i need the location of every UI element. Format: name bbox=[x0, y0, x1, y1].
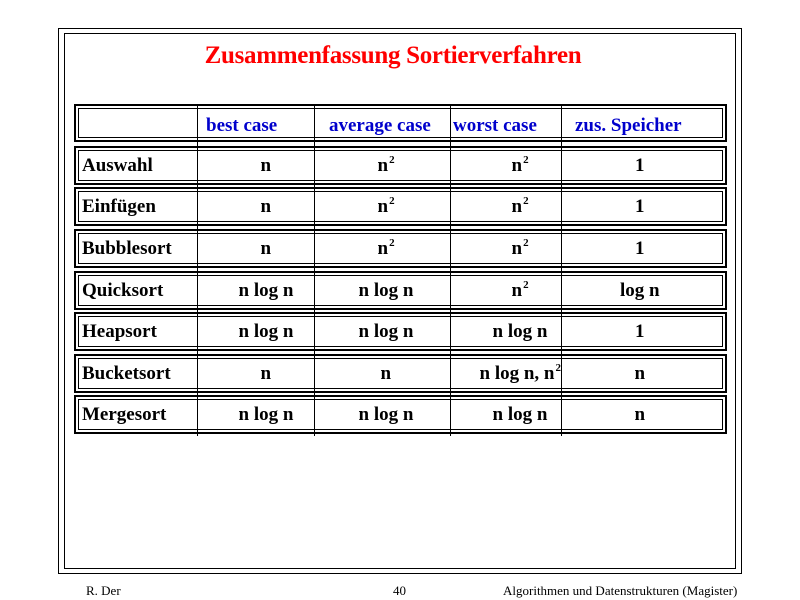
cell-exponent: 2 bbox=[523, 154, 529, 166]
algorithm-name: Bucketsort bbox=[82, 363, 171, 384]
header-worst: worst case bbox=[453, 115, 537, 136]
cell-value: n log n bbox=[238, 321, 294, 342]
cell-exponent: 2 bbox=[523, 195, 529, 207]
cell-value: n log n, n bbox=[479, 363, 555, 384]
cell-memory bbox=[635, 364, 646, 384]
cell-value: n bbox=[634, 404, 646, 425]
cell-memory bbox=[620, 281, 660, 301]
algorithm-name: Mergesort bbox=[82, 404, 167, 425]
cell-memory bbox=[635, 197, 645, 217]
cell-value: n bbox=[260, 196, 272, 217]
cell-value: 1 bbox=[635, 196, 645, 217]
cell-average bbox=[359, 405, 414, 425]
table-row bbox=[74, 187, 727, 226]
table-row bbox=[74, 146, 727, 185]
cell-value: n bbox=[377, 238, 389, 259]
cell-best bbox=[239, 281, 294, 301]
cell-value: n log n bbox=[492, 321, 548, 342]
cell-exponent: 2 bbox=[523, 279, 529, 291]
algorithm-name: Einfügen bbox=[82, 196, 156, 217]
cell-value: n log n bbox=[238, 404, 294, 425]
cell-worst bbox=[512, 197, 529, 219]
cell-value: n log n bbox=[492, 404, 548, 425]
algorithm-name: Heapsort bbox=[82, 321, 157, 342]
header-memory: zus. Speicher bbox=[575, 115, 682, 136]
cell-value: 1 bbox=[635, 155, 645, 176]
cell-average bbox=[378, 197, 395, 219]
cell-value: n bbox=[260, 155, 272, 176]
cell-exponent: 2 bbox=[389, 237, 395, 249]
cell-memory bbox=[635, 322, 645, 342]
cell-value: n bbox=[511, 280, 523, 301]
cell-value: n log n bbox=[358, 404, 414, 425]
cell-value: n bbox=[260, 238, 272, 259]
cell-memory bbox=[635, 156, 645, 176]
cell-average bbox=[359, 322, 414, 342]
cell-average bbox=[359, 281, 414, 301]
cell-value: n bbox=[511, 238, 523, 259]
slide-title: Zusammenfassung Sortierverfahren bbox=[204, 42, 582, 69]
algorithm-name: Quicksort bbox=[82, 280, 164, 301]
cell-average bbox=[378, 239, 395, 261]
cell-worst bbox=[493, 405, 548, 425]
cell-exponent: 2 bbox=[389, 154, 395, 166]
cell-best bbox=[239, 405, 294, 425]
cell-value: n bbox=[377, 196, 389, 217]
cell-best bbox=[239, 322, 294, 342]
cell-memory bbox=[635, 239, 645, 259]
cell-worst bbox=[512, 156, 529, 178]
footer-page-number: 40 bbox=[393, 583, 406, 598]
cell-exponent: 2 bbox=[389, 195, 395, 207]
cell-memory bbox=[635, 405, 646, 425]
cell-value: n bbox=[380, 363, 392, 384]
cell-value: 1 bbox=[635, 321, 645, 342]
cell-value: n bbox=[511, 196, 523, 217]
table-row bbox=[74, 354, 727, 393]
header-average: average case bbox=[329, 115, 431, 136]
cell-worst bbox=[493, 322, 548, 342]
cell-value: n bbox=[634, 363, 646, 384]
cell-value: log n bbox=[620, 280, 660, 301]
cell-average bbox=[381, 364, 392, 384]
cell-worst bbox=[512, 281, 529, 303]
algorithm-name: Auswahl bbox=[82, 155, 153, 176]
cell-best bbox=[261, 239, 272, 259]
footer-author: R. Der bbox=[86, 583, 121, 598]
cell-value: n bbox=[377, 155, 389, 176]
cell-average bbox=[378, 156, 395, 178]
cell-value: n log n bbox=[238, 280, 294, 301]
cell-value: 1 bbox=[635, 238, 645, 259]
cell-exponent: 2 bbox=[555, 362, 561, 374]
cell-worst bbox=[480, 364, 561, 386]
cell-value: n bbox=[260, 363, 272, 384]
cell-best bbox=[261, 156, 272, 176]
cell-exponent: 2 bbox=[523, 237, 529, 249]
cell-value: n log n bbox=[358, 280, 414, 301]
cell-best bbox=[261, 364, 272, 384]
algorithm-name: Bubblesort bbox=[82, 238, 172, 259]
cell-best bbox=[261, 197, 272, 217]
cell-worst bbox=[512, 239, 529, 261]
header-best: best case bbox=[206, 115, 278, 136]
cell-value: n log n bbox=[358, 321, 414, 342]
footer-course: Algorithmen und Datenstrukturen (Magister) bbox=[503, 583, 738, 598]
cell-value: n bbox=[511, 155, 523, 176]
